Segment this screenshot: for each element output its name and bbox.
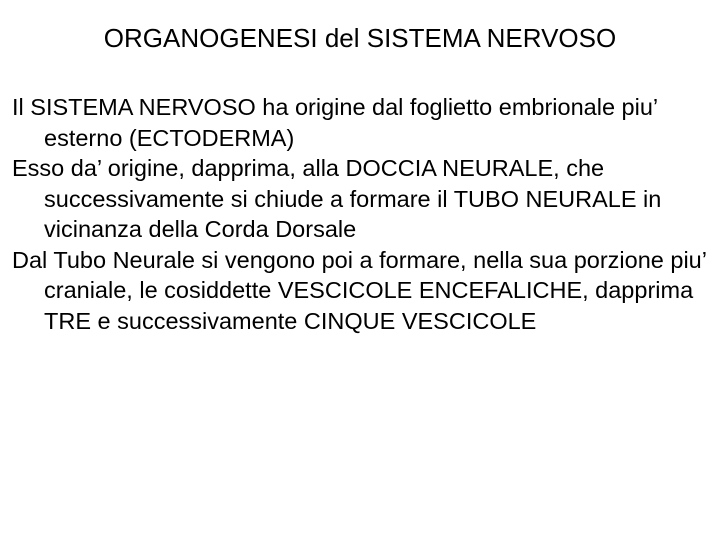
paragraph-neural-tube: Esso da’ origine, dapprima, alla DOCCIA NEURALE, che successivamente si chiude a formare il TUBO NEURALE in vicinanza della Corda Dorsale (12, 155, 662, 242)
slide-body (12, 92, 712, 336)
paragraph-brain-vesicles: Dal Tubo Neurale si vengono poi a formare, nella sua porzione piu’ craniale, le cosiddette VESCICOLE ENCEFALICHE, dapprima TRE e successivamente CINQUE VESCICOLE (12, 246, 707, 334)
paragraph-ectoderm-origin: Il SISTEMA NERVOSO ha origine dal foglietto embrionale piu’ esterno (ECTODERMA) (12, 94, 658, 151)
slide-title: ORGANOGENESI del SISTEMA NERVOSO (103, 23, 617, 53)
